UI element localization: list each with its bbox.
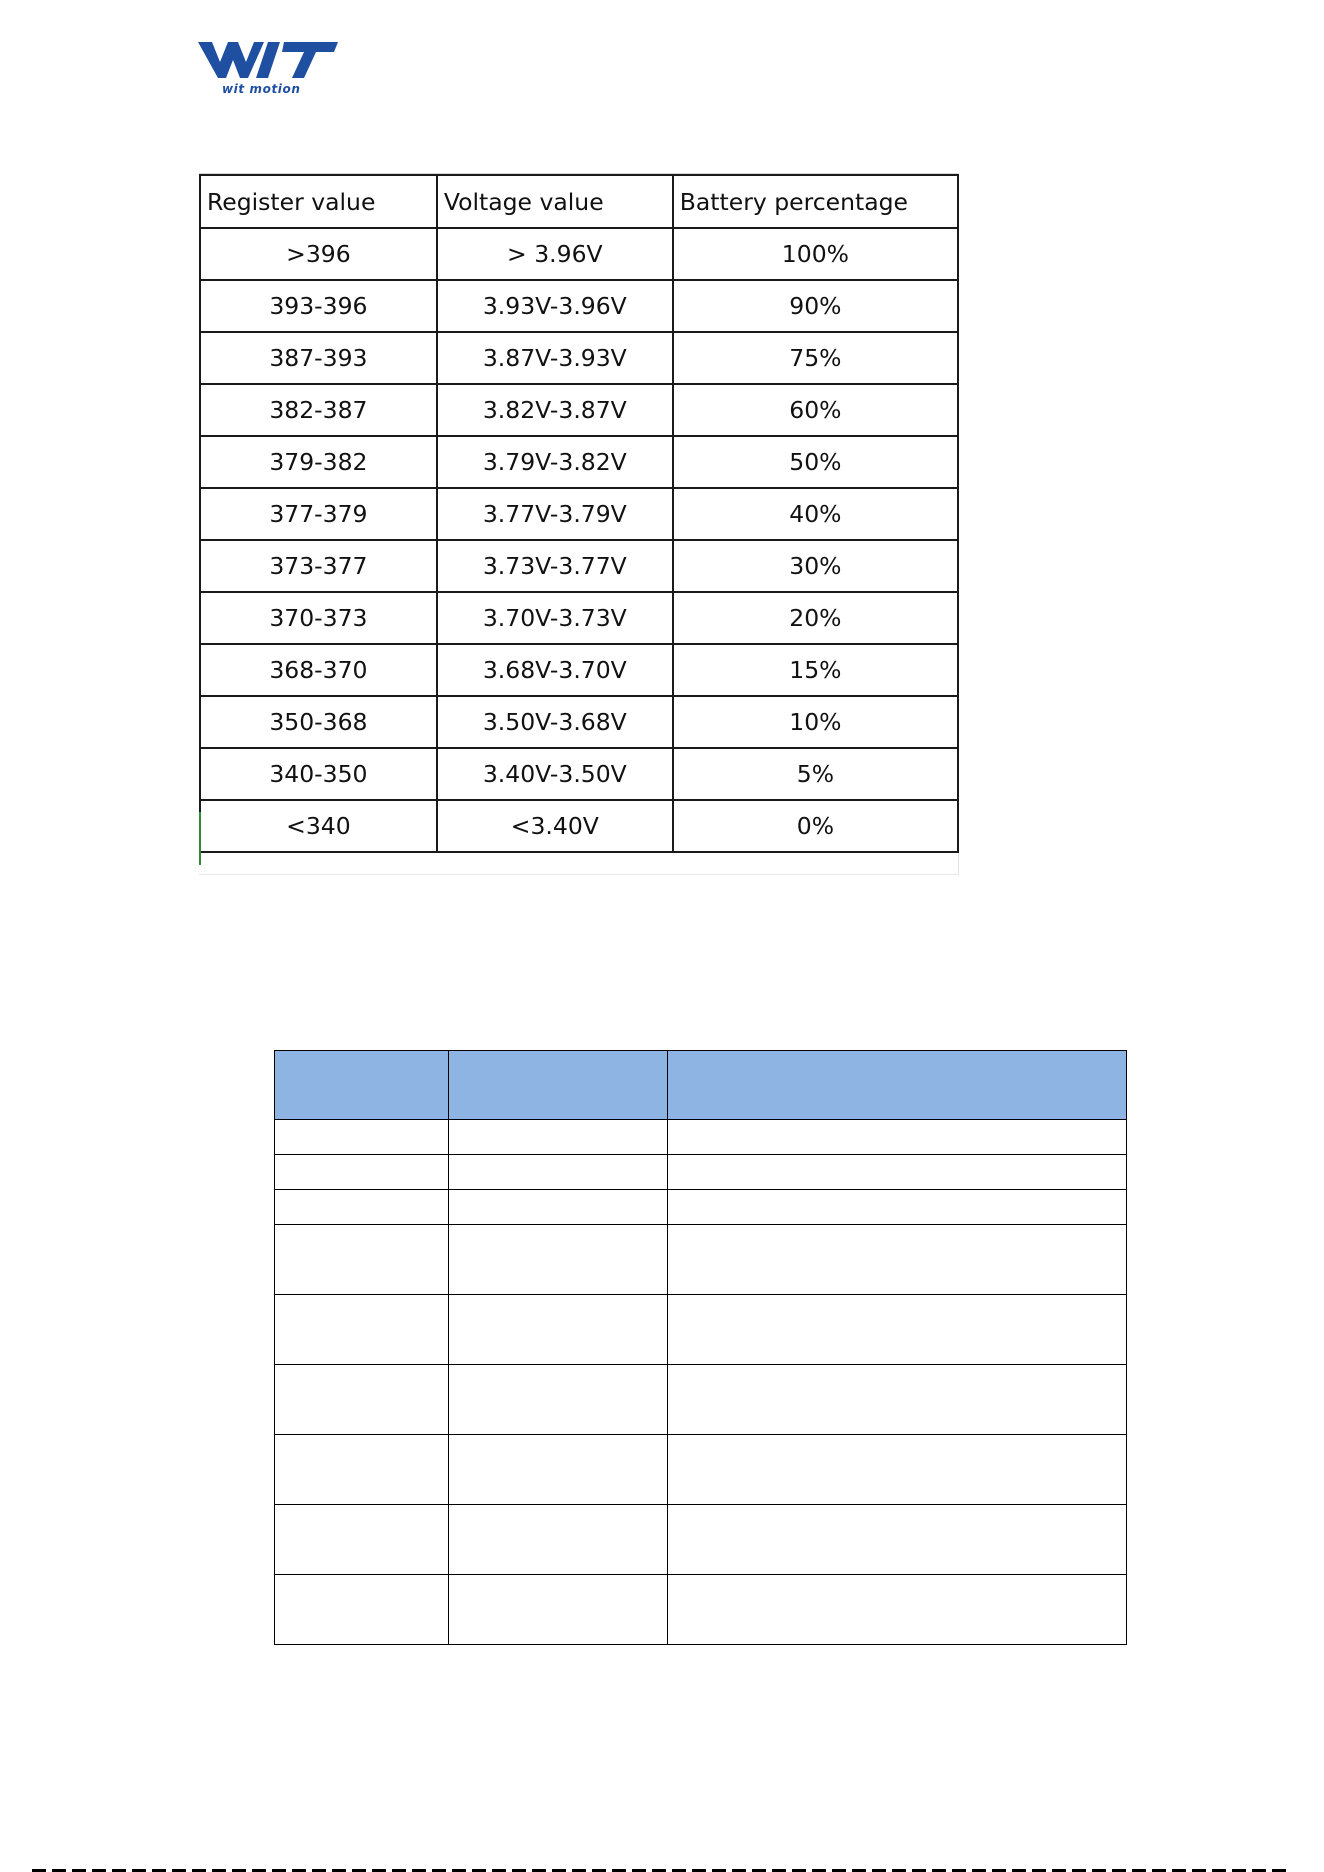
register-table: [274, 1050, 1127, 1645]
header-cell: [668, 1051, 1127, 1120]
table-row: [200, 384, 958, 436]
voltage-value-cell: 3.40V-3.50V: [437, 748, 673, 800]
table-row: [200, 696, 958, 748]
table-row: [275, 1120, 1127, 1155]
wit-logo-mark: [198, 38, 338, 80]
table-row: [275, 1365, 1127, 1435]
voltage-value-cell: <3.40V: [437, 800, 673, 852]
register-value-cell: 373-377: [200, 540, 437, 592]
voltage-value-cell: > 3.96V: [437, 228, 673, 280]
battery-percentage-cell: 50%: [673, 436, 958, 488]
table-row: [275, 1435, 1127, 1505]
table-row: [200, 592, 958, 644]
battery-table-image: [199, 173, 959, 875]
battery-percentage-cell: 0%: [673, 800, 958, 852]
register-table-header-row: [275, 1051, 1127, 1120]
battery-percentage-cell: 60%: [673, 384, 958, 436]
voltage-value-cell: 3.82V-3.87V: [437, 384, 673, 436]
table-row: [200, 644, 958, 696]
battery-percentage-table: [199, 174, 959, 853]
battery-percentage-cell: 100%: [673, 228, 958, 280]
voltage-value-cell: 3.93V-3.96V: [437, 280, 673, 332]
register-value-cell: 350-368: [200, 696, 437, 748]
table-row: [200, 540, 958, 592]
logo-tagline: wit motion: [222, 82, 301, 96]
voltage-value-cell: 3.79V-3.82V: [437, 436, 673, 488]
battery-percentage-cell: 75%: [673, 332, 958, 384]
table-row: [200, 488, 958, 540]
register-value-cell: <340: [200, 800, 437, 852]
voltage-value-cell: 3.50V-3.68V: [437, 696, 673, 748]
table-row: [275, 1225, 1127, 1295]
register-value-cell: 377-379: [200, 488, 437, 540]
register-value-cell: 368-370: [200, 644, 437, 696]
voltage-value-cell: 3.73V-3.77V: [437, 540, 673, 592]
register-value-cell: 379-382: [200, 436, 437, 488]
battery-percentage-cell: 5%: [673, 748, 958, 800]
header-voltage-value: Voltage value: [437, 175, 673, 228]
table-row: [200, 748, 958, 800]
header-cell: [275, 1051, 449, 1120]
register-value-cell: 382-387: [200, 384, 437, 436]
voltage-value-cell: 3.68V-3.70V: [437, 644, 673, 696]
table-row: [275, 1155, 1127, 1190]
register-value-cell: >396: [200, 228, 437, 280]
register-value-cell: 370-373: [200, 592, 437, 644]
table-row: [275, 1505, 1127, 1575]
table-header-row: [200, 175, 958, 228]
voltage-value-cell: 3.77V-3.79V: [437, 488, 673, 540]
table-row: [200, 332, 958, 384]
table-row: [200, 800, 958, 852]
table-row: [275, 1295, 1127, 1365]
table-row: [200, 228, 958, 280]
table-row: [200, 280, 958, 332]
register-value-cell: 393-396: [200, 280, 437, 332]
battery-percentage-cell: 10%: [673, 696, 958, 748]
battery-percentage-cell: 30%: [673, 540, 958, 592]
battery-percentage-cell: 90%: [673, 280, 958, 332]
sheet-gridline-bottom: [199, 874, 959, 875]
register-value-cell: 387-393: [200, 332, 437, 384]
header-register-value: Register value: [200, 175, 437, 228]
battery-percentage-cell: 20%: [673, 592, 958, 644]
table-row: [275, 1575, 1127, 1645]
voltage-value-cell: 3.70V-3.73V: [437, 592, 673, 644]
table-row: [275, 1190, 1127, 1225]
selected-cell-marker: [199, 812, 201, 865]
voltage-value-cell: 3.87V-3.93V: [437, 332, 673, 384]
header-cell: [449, 1051, 668, 1120]
wit-motion-logo: [198, 38, 338, 100]
table-row: [200, 436, 958, 488]
register-value-cell: 340-350: [200, 748, 437, 800]
header-battery-percentage: Battery percentage: [673, 175, 958, 228]
battery-percentage-cell: 15%: [673, 644, 958, 696]
battery-percentage-cell: 40%: [673, 488, 958, 540]
